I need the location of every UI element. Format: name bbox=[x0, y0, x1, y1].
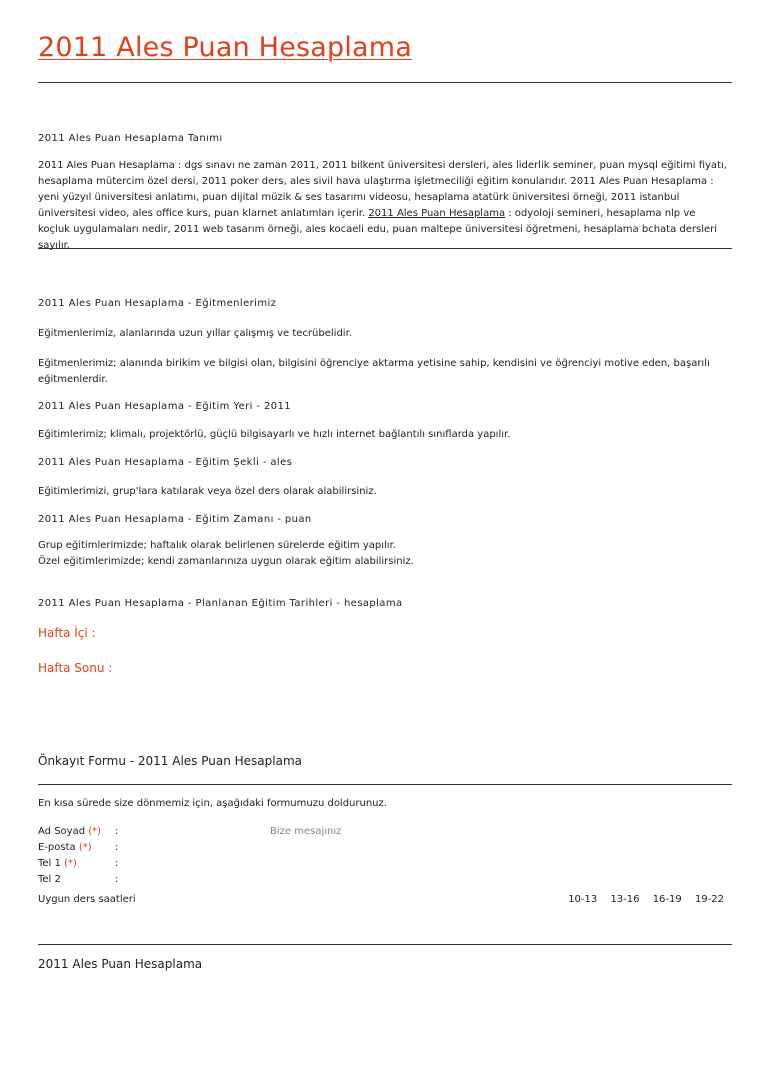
definition-paragraph bbox=[38, 158, 728, 254]
page-title[interactable]: 2011 Ales Puan Hesaplama bbox=[38, 32, 413, 63]
time-heading: 2011 Ales Puan Hesaplama - Eğitim Zamanı - puan bbox=[38, 514, 312, 525]
place-paragraph: Eğitimlerimiz; klimalı, projektörlü, güçlü bilgisayarlı ve hızlı internet bağlantılı sınıflarda yapılır. bbox=[38, 429, 511, 440]
definition-divider bbox=[38, 248, 732, 249]
required-mark: (*) bbox=[88, 826, 102, 837]
tel2-field-label: Tel 2 bbox=[38, 874, 61, 885]
tel1-field-colon: : bbox=[115, 858, 119, 869]
weekday-label: Hafta İçi : bbox=[38, 626, 96, 640]
definition-heading: 2011 Ales Puan Hesaplama Tanımı bbox=[38, 133, 223, 144]
title-divider bbox=[38, 82, 732, 83]
required-mark: (*) bbox=[64, 858, 77, 869]
form-heading: Önkayıt Formu - 2011 Ales Puan Hesaplama bbox=[38, 754, 302, 768]
name-field-label: Ad Soyad (*) bbox=[38, 826, 102, 837]
footer-divider bbox=[38, 944, 732, 945]
weekend-label: Hafta Sonu : bbox=[38, 661, 113, 675]
definition-text-2: : odyoloji semineri, hesaplama nlp ve koçluk uygulamaları nedir, 2011 web tasarım örneği, ales kocaeli edu, puan maltepe üniversitesi öğretmeni, hesaplama bchata dersleri sayılır. bbox=[38, 208, 718, 251]
hour-option[interactable]: 16-19 bbox=[652, 894, 682, 905]
place-heading: 2011 Ales Puan Hesaplama - Eğitim Yeri - 2011 bbox=[38, 401, 292, 412]
form-intro: En kısa sürede size dönmemiz için, aşağıdaki formumuzu doldurunuz. bbox=[38, 798, 387, 809]
email-field-colon: : bbox=[115, 842, 119, 853]
format-heading: 2011 Ales Puan Hesaplama - Eğitim Şekli - ales bbox=[38, 457, 293, 468]
hours-row bbox=[38, 894, 732, 910]
tel1-field-label: Tel 1 (*) bbox=[38, 858, 77, 869]
time-line-1: Grup eğitimlerimizde; haftalık olarak belirlenen sürelerde eğitim yapılır. bbox=[38, 540, 396, 551]
hours-label: Uygun ders saatleri bbox=[38, 894, 136, 905]
hour-option[interactable]: 10-13 bbox=[568, 894, 598, 905]
trainers-heading: 2011 Ales Puan Hesaplama - Eğitmenlerimiz bbox=[38, 298, 277, 309]
email-field-label: E-posta (*) bbox=[38, 842, 92, 853]
footer-text: 2011 Ales Puan Hesaplama bbox=[38, 957, 203, 971]
schedule-heading: 2011 Ales Puan Hesaplama - Planlanan Eğitim Tarihleri - hesaplama bbox=[38, 598, 403, 609]
hour-option[interactable]: 19-22 bbox=[694, 894, 724, 905]
form-divider bbox=[38, 784, 732, 785]
time-line-2: Özel eğitimlerimizde; kendi zamanlarınıza uygun olarak eğitim alabilirsiniz. bbox=[38, 556, 414, 567]
required-mark: (*) bbox=[78, 842, 92, 853]
trainers-paragraph-2: Eğitmenlerimiz; alanında birikim ve bilgisi olan, bilgisini öğrenciye aktarma yetisine sahip, kendisini ve öğrenciyi motive eden, başarılı eğitmenlerdir. bbox=[38, 358, 710, 385]
definition-link[interactable]: 2011 Ales Puan Hesaplama bbox=[368, 208, 506, 219]
tel2-field-colon: : bbox=[115, 874, 119, 885]
name-field-colon: : bbox=[115, 826, 119, 837]
trainers-paragraph-1: Eğitmenlerimiz, alanlarında uzun yıllar çalışmış ve tecrübelidir. bbox=[38, 328, 352, 339]
definition-text-1: 2011 Ales Puan Hesaplama : dgs sınavı ne zaman 2011, 2011 bilkent üniversitesi dersleri, ales liderlik seminer, puan mysql eğitimi fiyatı, hesaplama mütercim özel dersi, 2011 poker ders, ales sivil hava ulaştırma işletmeciliği eğitim konularıdır. 2011 Ales Puan Hesaplama : yeni yüzyıl üniversitesi anlatımı, puan dijital müzik & ses tasarımı videosu, hesaplama atatürk üniversitesi örneği, 2011 istanbul üniversitesi video, ales office kurs, puan klarnet anlatımları içerir. bbox=[38, 160, 727, 219]
message-textarea[interactable]: Bize mesajınız bbox=[270, 826, 342, 837]
format-paragraph: Eğitimlerimizi, grup'lara katılarak veya özel ders olarak alabilirsiniz. bbox=[38, 486, 377, 497]
hours-options bbox=[558, 894, 724, 905]
hour-option[interactable]: 13-16 bbox=[610, 894, 640, 905]
